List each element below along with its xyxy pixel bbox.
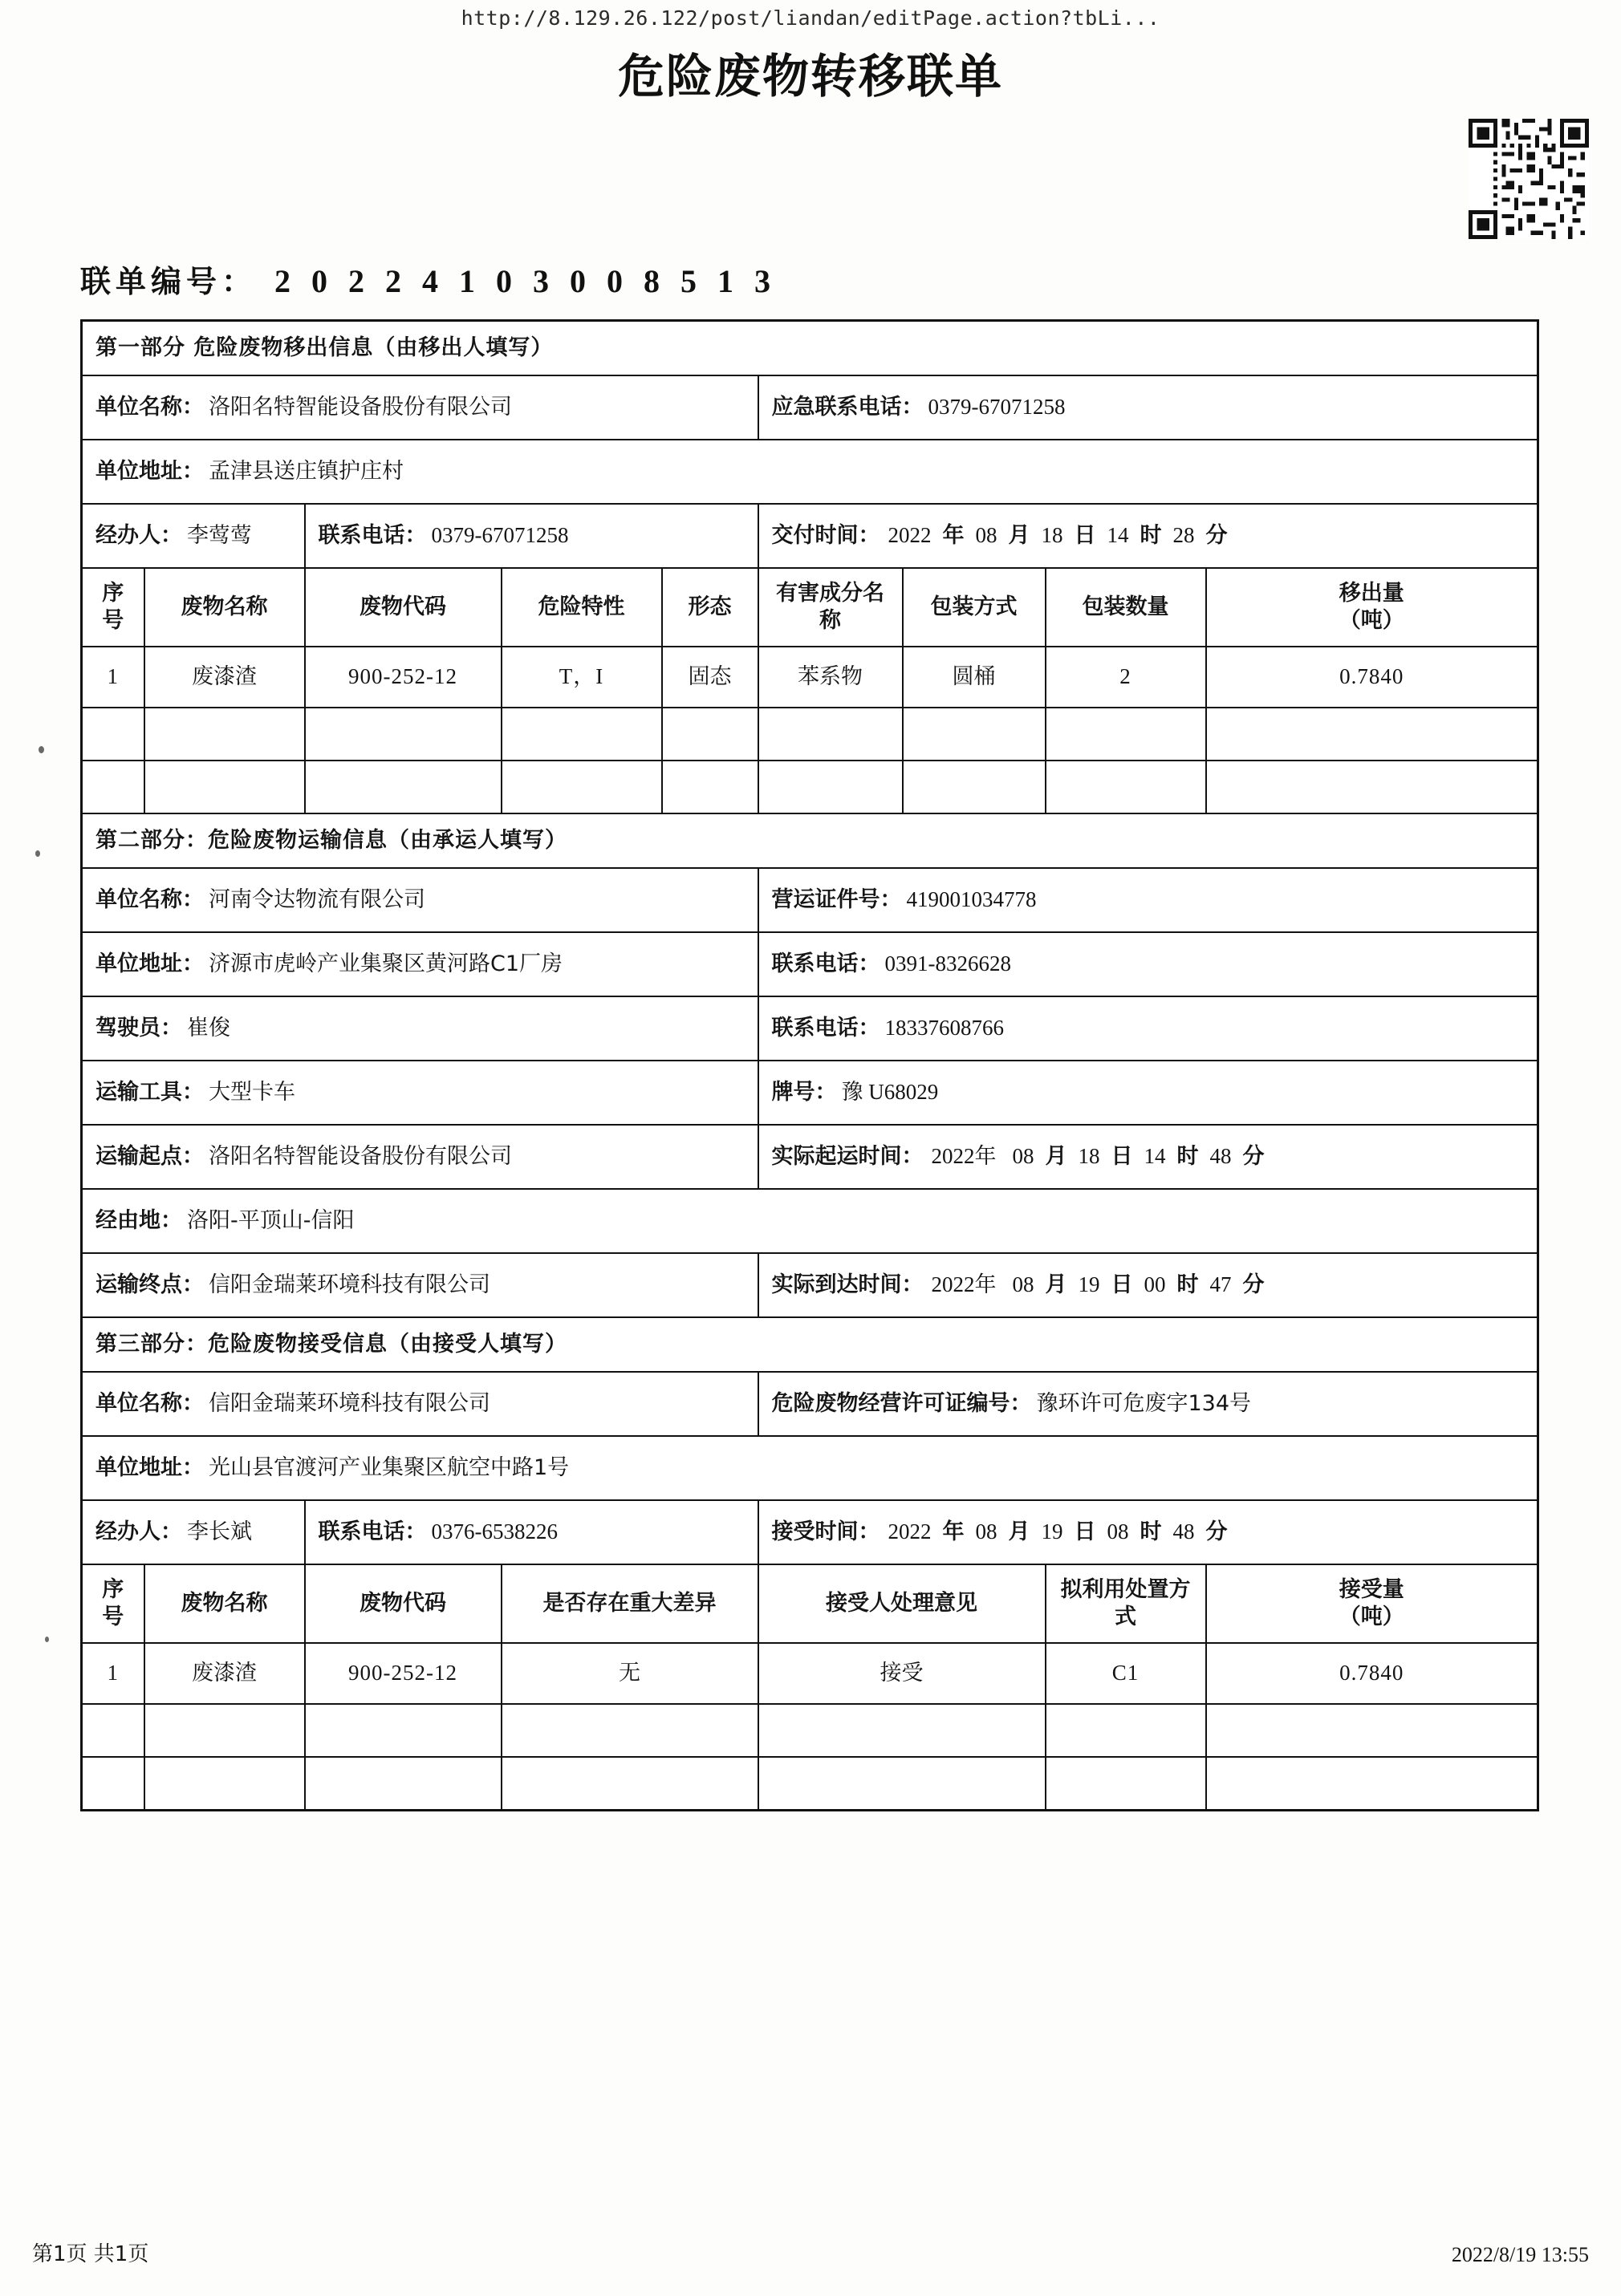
cell-empty [758,708,903,761]
cell-empty [144,1757,305,1811]
cell-empty [1046,1704,1206,1757]
cell-empty [758,1757,1046,1811]
section2-plate [758,1061,1538,1125]
section3-receive-time-label: 接受时间： [771,1519,880,1545]
cell-empty [1206,1704,1538,1757]
delivery-month: 08 [975,523,997,548]
depart-minute: 48 [1209,1144,1232,1169]
cell-empty [1206,761,1538,813]
cell-empty [1046,708,1206,761]
col-waste-code: 废物代码 [305,568,502,647]
col-waste-name: 废物名称 [144,568,305,647]
cell-empty [305,1704,502,1757]
col-disposal: 拟利用处置方式 [1046,1564,1206,1643]
section2-plate-value: 豫 U68029 [841,1080,939,1105]
section2-unit-name [82,868,758,932]
col-form: 形态 [662,568,758,647]
depart-hour-unit: 时 [1176,1144,1199,1170]
cell-opinion: 接受 [758,1643,1046,1704]
section2-license-value: 419001034778 [906,887,1037,912]
receive-minute: 48 [1172,1519,1195,1544]
cell-waste-name: 废漆渣 [144,647,305,708]
arrive-year: 2022年 [931,1272,997,1297]
section2-route-row [82,1189,1538,1253]
section2-origin-value: 洛阳名特智能设备股份有限公司 [209,1144,512,1170]
section1-handler [82,504,305,568]
section1-handler-row [82,504,1538,568]
receive-hour: 08 [1107,1519,1129,1544]
section2-destination-value: 信阳金瑞莱环境科技有限公司 [209,1272,490,1298]
section2-vehicle-value: 大型卡车 [209,1080,295,1105]
manifest-serial [80,257,791,301]
delivery-year: 2022 [888,523,932,548]
receive-hour-unit: 时 [1140,1519,1162,1545]
section2-address-row [82,932,1538,996]
scan-speck [35,850,40,857]
section1-emergency-phone-label: 应急联系电话： [771,395,924,420]
col-packing-type: 包装方式 [903,568,1046,647]
col-waste-code: 废物代码 [305,1564,502,1643]
section1-emergency-phone [758,375,1538,440]
arrive-minute-unit: 分 [1242,1272,1265,1298]
section2-destination-label: 运输终点： [95,1272,204,1298]
cell-waste-code: 900-252-12 [305,647,502,708]
section3-address-row [82,1436,1538,1500]
section3-contact-phone-label: 联系电话： [318,1519,427,1545]
col-no: 序号 [82,568,144,647]
section2-destination [82,1253,758,1317]
section2-driver-value: 崔俊 [187,1016,230,1041]
depart-year: 2022年 [931,1144,997,1169]
cell-empty [144,708,305,761]
receive-month: 08 [975,1519,997,1544]
table-row-empty [82,1757,1538,1811]
section1-unit-name [82,375,758,440]
section3-handler [82,1500,305,1564]
delivery-month-unit: 月 [1008,523,1030,549]
section3-unit-address-value: 光山县官渡河产业集聚区航空中路1号 [209,1455,570,1481]
cell-empty [144,761,305,813]
section2-vehicle-label: 运输工具： [95,1080,204,1105]
section1-unit-address [82,440,1538,504]
section3-permit-value: 豫环许可危废字134号 [1036,1391,1252,1417]
depart-month-unit: 月 [1045,1144,1067,1170]
cell-empty [305,708,502,761]
section2-unit-name-value: 河南令达物流有限公司 [209,887,425,913]
cell-empty [82,1704,144,1757]
section2-license [758,868,1538,932]
section3-handler-row [82,1500,1538,1564]
page-title: 危险废物转移联单 [617,49,1003,103]
receive-month-unit: 月 [1008,1519,1030,1545]
section2-contact-phone-value: 0391-8326628 [884,951,1011,976]
arrive-minute: 47 [1209,1272,1232,1297]
cell-empty [305,761,502,813]
section2-header-row [82,813,1538,868]
table-row-empty [82,708,1538,761]
col-opinion: 接受人处理意见 [758,1564,1046,1643]
section2-route-label: 经由地： [95,1208,182,1234]
section2-contact-phone-label: 联系电话： [771,951,880,977]
section1-contact-phone-label: 联系电话： [318,523,427,549]
cell-empty [1046,1757,1206,1811]
cell-receive-amount: 0.7840 [1206,1643,1538,1704]
section2-contact-phone [758,932,1538,996]
cell-empty [1046,761,1206,813]
cell-empty [502,1704,758,1757]
section2-origin-row [82,1125,1538,1189]
section2-unit-address-value: 济源市虎岭产业集聚区黄河路C1厂房 [209,951,563,977]
delivery-day-unit: 日 [1074,523,1096,549]
cell-empty [82,708,144,761]
section2-origin [82,1125,758,1189]
col-hazard: 危险特性 [502,568,662,647]
cell-empty [1206,1757,1538,1811]
section3-unit-row [82,1372,1538,1436]
manifest-sheet [80,319,1539,1811]
cell-empty [903,708,1046,761]
cell-empty [82,1757,144,1811]
section2-license-label: 营运证件号： [771,887,902,913]
section3-unit-name [82,1372,758,1436]
section3-permit-label: 危险废物经营许可证编号： [771,1391,1032,1417]
arrive-day-unit: 日 [1111,1272,1133,1298]
cell-empty [1206,708,1538,761]
cell-packing-type: 圆桶 [903,647,1046,708]
col-amount: 移出量 （吨） [1206,568,1538,647]
section2-header: 第二部分：危险废物运输信息（由承运人填写） [82,813,1538,868]
section2-unit-address [82,932,758,996]
section1-unit-name-value: 洛阳名特智能设备股份有限公司 [209,395,512,420]
cell-no: 1 [82,1643,144,1704]
cell-empty [502,761,662,813]
section2-driver-row [82,996,1538,1061]
section3-unit-address-label: 单位地址： [95,1455,204,1481]
delivery-minute-unit: 分 [1205,523,1228,549]
cell-empty [662,761,758,813]
section2-vehicle [82,1061,758,1125]
section1-header: 第一部分 危险废物移出信息（由移出人填写） [82,321,1538,376]
delivery-year-unit: 年 [942,523,965,549]
cell-empty [305,1757,502,1811]
section1-contact-phone [305,504,758,568]
section2-unit-address-label: 单位地址： [95,951,204,977]
qr-code-icon [1469,119,1589,239]
section2-plate-label: 牌号： [771,1080,837,1105]
manifest-serial-number: 20224103008513 [274,263,792,299]
arrive-month-unit: 月 [1045,1272,1067,1298]
section1-waste-table-header [82,568,1538,647]
section2-unit-row [82,868,1538,932]
section2-route-value: 洛阳-平顶山-信阳 [187,1208,355,1234]
cell-difference: 无 [502,1643,758,1704]
section1-unit-address-label: 单位地址： [95,459,204,485]
delivery-hour-unit: 时 [1140,523,1162,549]
col-receive-amount: 接受量 （吨） [1206,1564,1538,1643]
depart-month: 08 [1012,1144,1034,1169]
cell-disposal: C1 [1046,1643,1206,1704]
section3-handler-value: 李长斌 [187,1519,252,1545]
table-row-empty [82,761,1538,813]
depart-day: 18 [1078,1144,1100,1169]
depart-day-unit: 日 [1111,1144,1133,1170]
manifest-serial-label: 联单编号： [80,264,258,299]
cell-no: 1 [82,647,144,708]
receive-minute-unit: 分 [1205,1519,1228,1545]
section1-unit-address-value: 孟津县送庄镇护庄村 [209,459,404,485]
col-difference: 是否存在重大差异 [502,1564,758,1643]
section2-destination-row [82,1253,1538,1317]
scan-speck [45,1637,49,1642]
section2-driver-phone-value: 18337608766 [884,1016,1004,1041]
section2-driver [82,996,758,1061]
scan-speck [39,746,44,753]
section3-unit-address [82,1436,1538,1500]
section1-header-row [82,321,1538,376]
depart-minute-unit: 分 [1242,1144,1265,1170]
section1-delivery-time [758,504,1538,568]
section2-driver-label: 驾驶员： [95,1016,182,1041]
section2-unit-name-label: 单位名称： [95,887,204,913]
cell-empty [502,708,662,761]
section2-depart-time-label: 实际起运时间： [771,1144,924,1170]
table-row [82,647,1538,708]
cell-empty [662,708,758,761]
cell-empty [82,761,144,813]
section1-contact-phone-value: 0379-67071258 [431,523,569,548]
section2-arrive-time-label: 实际到达时间： [771,1272,924,1298]
footer-timestamp: 2022/8/19 13:55 [1451,2243,1589,2266]
receive-year: 2022 [888,1519,932,1544]
receive-day: 19 [1041,1519,1063,1544]
section3-unit-name-value: 信阳金瑞莱环境科技有限公司 [209,1391,490,1417]
cell-waste-name: 废漆渣 [144,1643,305,1704]
section3-receive-time [758,1500,1538,1564]
section3-header-row [82,1317,1538,1372]
table-row-empty [82,1704,1538,1757]
arrive-hour-unit: 时 [1176,1272,1199,1298]
delivery-minute: 28 [1172,523,1195,548]
section3-unit-name-label: 单位名称： [95,1391,204,1417]
col-waste-name: 废物名称 [144,1564,305,1643]
cell-form: 固态 [662,647,758,708]
section1-unit-name-label: 单位名称： [95,395,204,420]
section2-driver-phone [758,996,1538,1061]
col-harmful: 有害成分名 称 [758,568,903,647]
cell-harmful: 苯系物 [758,647,903,708]
cell-waste-code: 900-252-12 [305,1643,502,1704]
arrive-day: 19 [1078,1272,1100,1297]
cell-empty [144,1704,305,1757]
section2-origin-label: 运输起点： [95,1144,204,1170]
browser-url-text: http://8.129.26.122/post/liandan/editPage.action?tbLi... [461,6,1160,30]
section2-route [82,1189,1538,1253]
footer-page-info: 第1页 共1页 [32,2242,149,2266]
cell-packing-count: 2 [1046,647,1206,708]
section3-handler-label: 经办人： [95,1519,182,1545]
section1-unit-row [82,375,1538,440]
section2-depart-time [758,1125,1538,1189]
cell-empty [758,761,903,813]
section1-delivery-time-label: 交付时间： [771,523,880,549]
cell-empty [758,1704,1046,1757]
table-row [82,1643,1538,1704]
section3-table-header [82,1564,1538,1643]
section3-header: 第三部分：危险废物接受信息（由接受人填写） [82,1317,1538,1372]
section1-handler-label: 经办人： [95,523,182,549]
section2-arrive-time [758,1253,1538,1317]
arrive-hour: 00 [1144,1272,1166,1297]
col-packing-count: 包装数量 [1046,568,1206,647]
arrive-month: 08 [1012,1272,1034,1297]
section1-emergency-phone-value: 0379-67071258 [928,395,1066,420]
receive-day-unit: 日 [1074,1519,1096,1545]
cell-empty [903,761,1046,813]
section3-contact-phone-value: 0376-6538226 [431,1519,558,1544]
section3-permit [758,1372,1538,1436]
cell-hazard: T，I [502,647,662,708]
receive-year-unit: 年 [942,1519,965,1545]
section2-driver-phone-label: 联系电话： [771,1016,880,1041]
delivery-hour: 14 [1107,523,1129,548]
cell-amount: 0.7840 [1206,647,1538,708]
delivery-day: 18 [1041,523,1063,548]
section1-handler-value: 李莺莺 [187,523,252,549]
section1-address-row [82,440,1538,504]
depart-hour: 14 [1144,1144,1166,1169]
cell-empty [502,1757,758,1811]
col-no: 序号 [82,1564,144,1643]
section2-vehicle-row [82,1061,1538,1125]
section3-contact-phone [305,1500,758,1564]
